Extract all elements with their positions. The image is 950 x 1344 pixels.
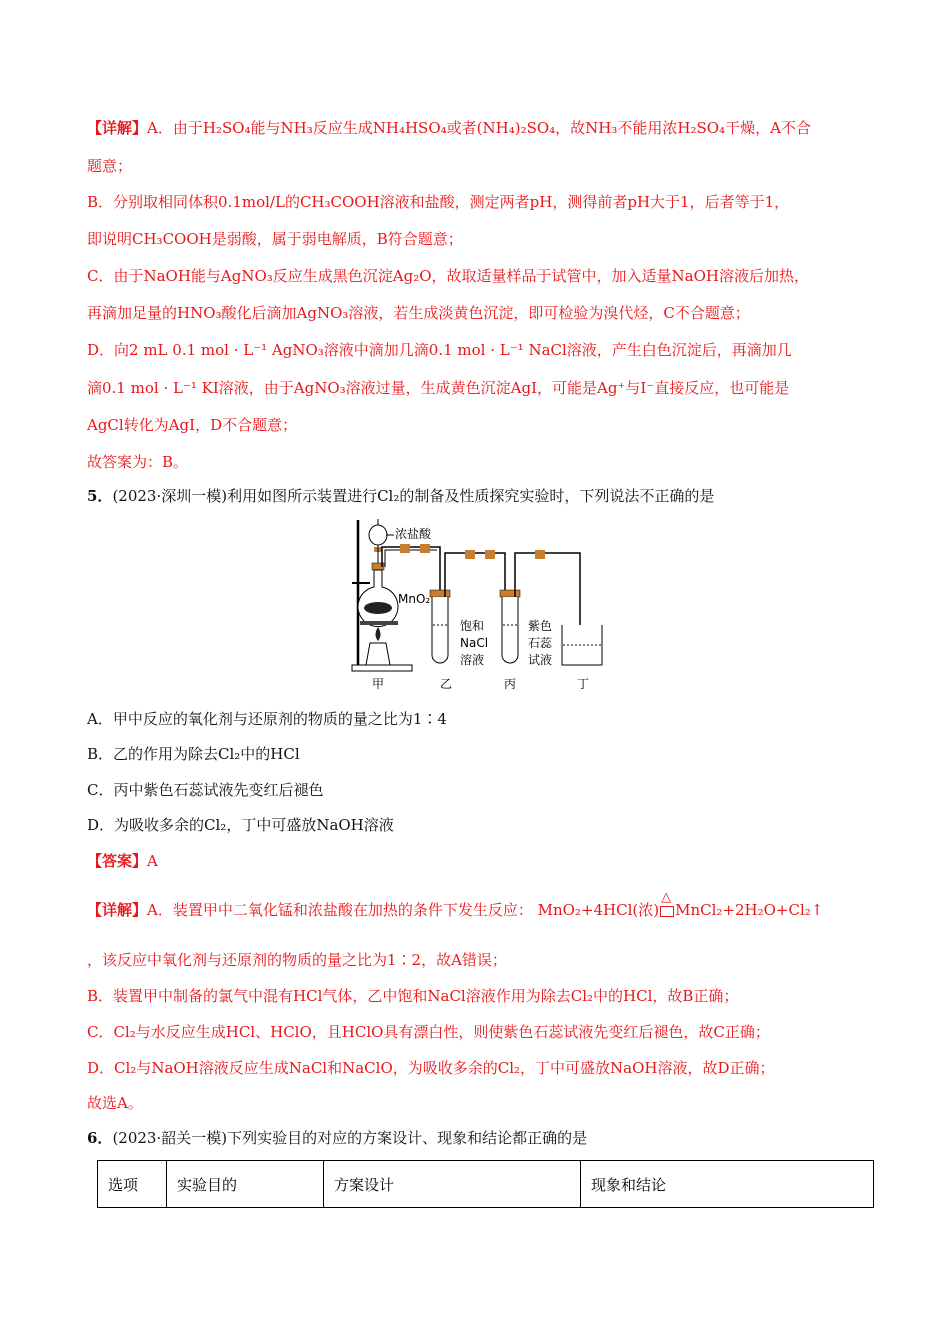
- svg-text:紫色: 紫色: [528, 619, 553, 633]
- option-d: D．为吸收多余的Cl₂，丁中可盛放NaOH溶液: [87, 816, 394, 834]
- q4-detail-a-line2: 题意；: [87, 157, 133, 175]
- q5-detail-a-line1: 【详解】A．装置甲中二氧化锰和浓盐酸在加热的条件下发生反应： MnO₂+4HCl(浓) △ MnCl₂+2H₂O+Cl₂↑: [87, 890, 824, 919]
- q4-detail-d-line1: D．向2 mL 0.1 mol · L⁻¹ AgNO₃溶液中滴加几滴0.1 mol · L⁻¹ NaCl溶液，产生白色沉淀后，再滴加几: [87, 341, 792, 359]
- detail-tag: 【详解】: [87, 901, 148, 919]
- option-b: B．乙的作用为除去Cl₂中的HCl: [87, 745, 300, 763]
- answer-tag: 【答案】: [87, 852, 148, 870]
- svg-text:饱和: 饱和: [460, 619, 485, 633]
- q4-detail-c-line1: C．由于NaOH能与AgNO₃反应生成黑色沉淀Ag₂O，故取适量样品于试管中，加入适量NaOH溶液后加热，: [87, 267, 809, 285]
- q5-answer: 【答案】A: [87, 852, 158, 870]
- table-header-row: [98, 1161, 874, 1208]
- table-header-cell: 方案设计: [324, 1161, 581, 1208]
- svg-text:甲: 甲: [372, 677, 385, 691]
- round-bottom-flask: [358, 570, 398, 627]
- table-header-cell: 实验目的: [167, 1161, 324, 1208]
- q6-options-table: [97, 1160, 874, 1208]
- separatory-funnel: [369, 525, 387, 545]
- label-mno2: MnO₂: [398, 592, 431, 606]
- svg-text:试液: 试液: [528, 653, 553, 667]
- test-tube-bing: [502, 597, 518, 663]
- option-a: A．甲中反应的氧化剂与还原剂的物质的量之比为1∶4: [87, 710, 447, 728]
- stand-base: [352, 665, 412, 671]
- svg-text:丙: 丙: [504, 677, 517, 691]
- table-header-cell: 现象和结论: [581, 1161, 874, 1208]
- q4-detail-c-line2: 再滴加足量的HNO₃酸化后滴加AgNO₃溶液，若生成淡黄色沉淀，即可检验为溴代烃，C不合题意；: [87, 304, 750, 322]
- svg-text:溶液: 溶液: [460, 653, 485, 667]
- heat-condition: △: [659, 900, 675, 920]
- question-number: 6．: [87, 1129, 113, 1147]
- q5-detail-a-line2: ，该反应中氧化剂与还原剂的物质的量之比为1∶2，故A错误；: [87, 951, 507, 969]
- q5-stem: 5．(2023·深圳一模)利用如图所示装置进行Cl₂的制备及性质探究实验时，下列说法不正确的是: [87, 487, 715, 505]
- q4-detail-a-line1: 【详解】A．由于H₂SO₄能与NH₃反应生成NH₄HSO₄或者(NH₄)₂SO₄，故NH₃不能用浓H₂SO₄干燥，A不合: [87, 119, 811, 137]
- table-header-cell: 选项: [98, 1161, 167, 1208]
- svg-text:NaCl: NaCl: [460, 636, 489, 650]
- q4-detail-d-line2: 滴0.1 mol · L⁻¹ KI溶液，由于AgNO₃溶液过量，生成黄色沉淀AgI，可能是Ag⁺与I⁻直接反应，也可能是: [87, 379, 790, 397]
- detail-tag: 【详解】: [87, 119, 148, 137]
- q4-detail-d-line3: AgCl转化为AgI，D不合题意；: [87, 416, 298, 434]
- q4-detail-b-line2: 即说明CH₃COOH是弱酸，属于弱电解质，B符合题意；: [87, 230, 463, 248]
- q6-stem: 6．(2023·韶关一模)下列实验目的对应的方案设计、现象和结论都正确的是: [87, 1129, 588, 1147]
- label-conc-hcl: 浓盐酸: [395, 527, 432, 541]
- delivery-tube-2: [445, 553, 505, 597]
- apparatus-diagram: [340, 515, 620, 695]
- q5-detail-c: C．Cl₂与水反应生成HCl、HClO，且HClO具有漂白性，则使紫色石蕊试液先变红后褪色，故C正确；: [87, 1023, 770, 1041]
- question-number: 5．: [87, 487, 113, 505]
- q5-conclusion: 故选A。: [87, 1094, 143, 1112]
- mno2-solid: [364, 602, 392, 614]
- q5-detail-d: D．Cl₂与NaOH溶液反应生成NaCl和NaClO，为吸收多余的Cl₂，丁中可盛放NaOH溶液，故D正确；: [87, 1059, 775, 1077]
- alcohol-lamp: [366, 643, 390, 665]
- option-c: C．丙中紫色石蕊试液先变红后褪色: [87, 781, 324, 799]
- q5-detail-b: B．装置甲中制备的氯气中混有HCl气体，乙中饱和NaCl溶液作用为除去Cl₂中的HCl，故B正确；: [87, 987, 739, 1005]
- wire-gauze: [360, 621, 398, 625]
- svg-text:石蕊: 石蕊: [528, 636, 553, 650]
- svg-text:乙: 乙: [440, 677, 453, 691]
- test-tube-yi: [432, 597, 448, 663]
- q4-conclusion: 故答案为：B。: [87, 453, 189, 471]
- q4-detail-b-line1: B．分别取相同体积0.1mol/L的CH₃COOH溶液和盐酸，测定两者pH，测得前者pH大于1，后者等于1，: [87, 193, 790, 211]
- svg-text:丁: 丁: [577, 677, 590, 691]
